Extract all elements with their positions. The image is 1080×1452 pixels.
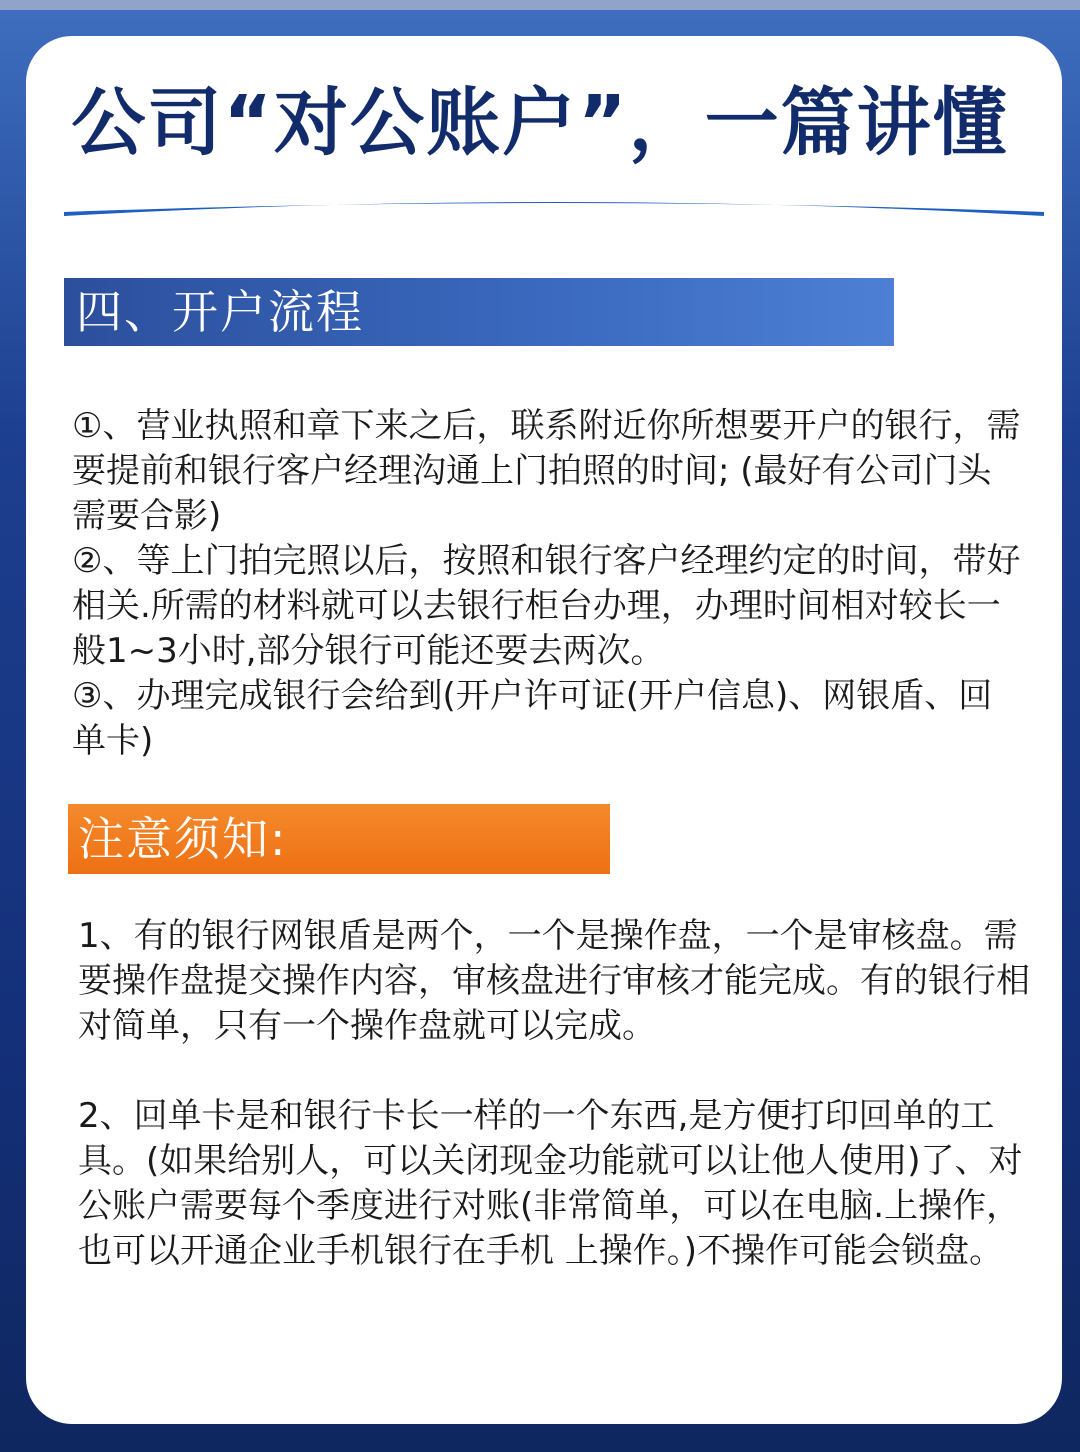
notice-heading: 注意须知:: [78, 812, 288, 866]
section-header-bar: [64, 278, 894, 346]
process-steps: [72, 404, 1022, 764]
step-item: ①、营业执照和章下来之后，联系附近你所想要开户的银行，需要提前和银行客户经理沟通上门拍照的时间; (最好有公司门头 需要合影): [72, 406, 1021, 536]
title-underline: [64, 196, 1044, 220]
top-border-strip: [0, 0, 1080, 10]
notice-item: 2、回单卡是和银行卡长一样的一个东西,是方便打印回单的工具。(如果给别人，可以关闭现金功能就可以让他人使用)了、对公账户需要每个季度进行对账(非常简单，可以在电脑.上操作，也可以开通企业手机银行在手机 上操作。)不操作可能会锁盘。: [78, 1096, 1023, 1271]
notice-header-bar: [68, 804, 610, 874]
notice-item: 1、有的银行网银盾是两个，一个是操作盘，一个是审核盘。需要操作盘提交操作内容，审核盘进行审核才能完成。有的银行相对简单，只有一个操作盘就可以完成。: [78, 916, 1030, 1046]
section-heading: 四、开户流程: [76, 285, 364, 339]
notice-list: [78, 914, 1038, 1274]
step-item: ③、办理完成银行会给到(开户许可证(开户信息)、网银盾、回单卡): [72, 676, 993, 761]
step-item: ②、等上门拍完照以后，按照和银行客户经理约定的时间，带好相关.所需的材料就可以去银行柜台办理，办理时间相对较长一般1~3小时,部分银行可能还要去两次。: [72, 541, 1021, 671]
page-title: 公司“对公账户”，一篇讲懂: [71, 80, 1009, 166]
